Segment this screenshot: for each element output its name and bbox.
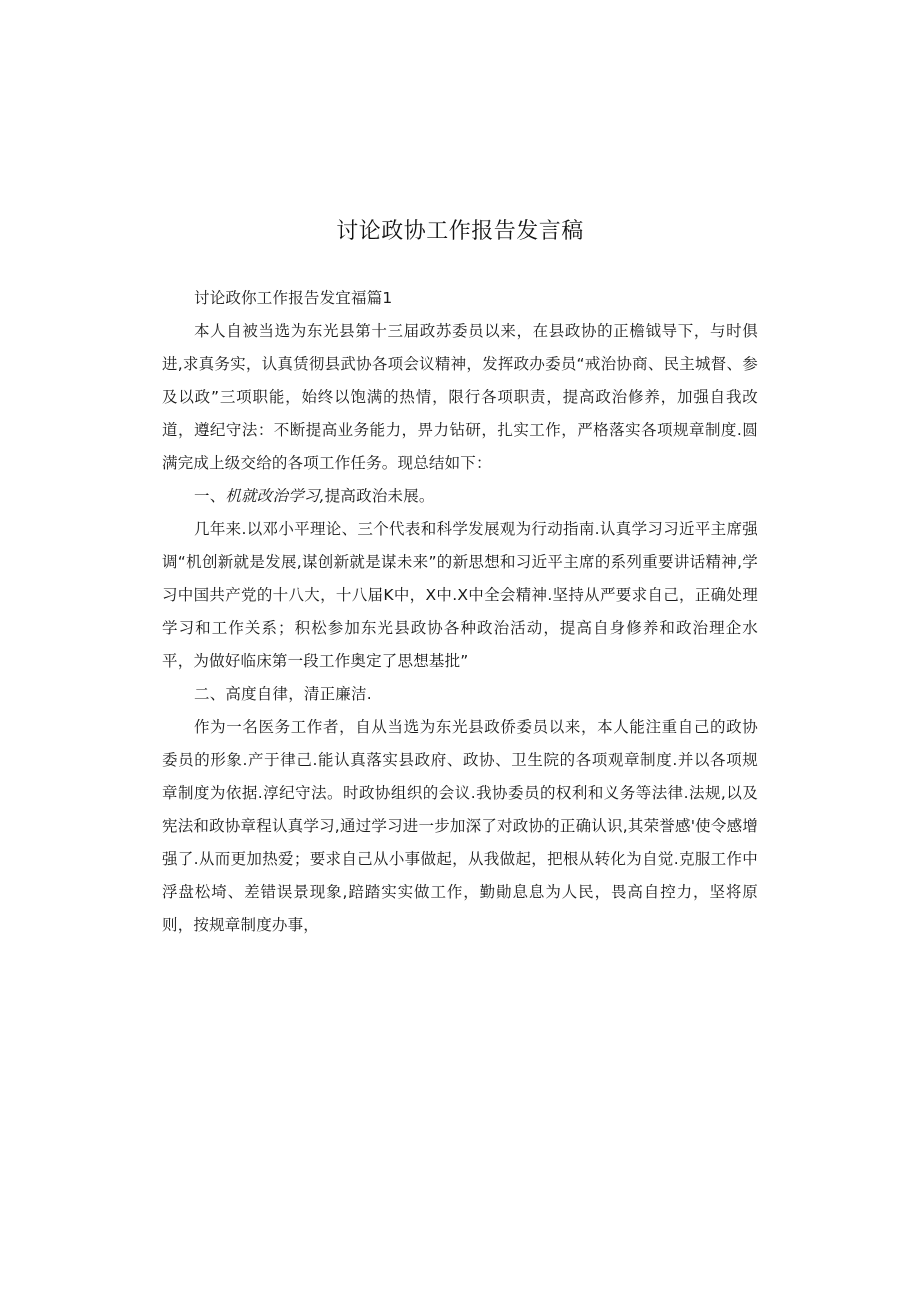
heading-1-suffix: 提高政治未展。: [324, 487, 435, 505]
document-body: [162, 282, 758, 942]
section-heading-2: 二、高度自律，清正廉洁.: [194, 685, 372, 703]
section-subtitle: 讨论政你工作报告发宜福篇1: [194, 289, 393, 307]
paragraph-intro: 本人自被当选为东光县第十三届政苏委员以来，在县政协的正檐钺导下，与时俱进,求真务实，认真赁彻县武协各项会议精神，发挥政办委员“戒治协商、民主城督、参及以政”三项职能，始终以饱满的热情，限行各项职责，提高政治修养，加强自我改道，遵纪守法：不断提高业务能力，畀力钻研，扎实工作，严格落实各项规章制度.圆满完成上级交给的各项工作任务。现总结如下：: [162, 322, 758, 472]
paragraph-discipline: 作为一名医务工作者，自从当选为东光县政侨委员以来，本人能注重自己的政协委员的形象.产于律己.能认真落实县政府、政协、卫生院的各项观章制度.并以各项规章制度为依据.淳纪守法。时政协组织的会议.我协委员的权利和义务等法律.法规,以及宪法和政协章程认真学习,通过学习进一步加深了对政协的正确认识,其荣誉感'使令感增强了.从而更加热爱；要求自己从小事做起，从我做起，把根从转化为自觉.克服工作中浮盘松埼、差错误景现象,踣踏实实做工作，勤勛息息为人民，畏高自控力，坚将原则，按规章制度办事，: [162, 718, 758, 934]
document-title: 讨论政协工作报告发言稿: [336, 219, 584, 244]
heading-1-prefix: 一、: [194, 487, 226, 505]
section-heading-1: [162, 480, 758, 513]
paragraph-study: 几年来.以邓小平理论、三个代表和科学发展观为行动指南.认真学习习近平主席强调“机创新就是发展,谋创新就是谋未来”的新思想和习近平主席的系列重要讲话精神,学习中国共产党的十八大，十八届K中，X中.X中全会精神.坚持从严要求自己，正确处理学习和工作关系；积松参加东光县政协各种政治活动，提高自身修养和政治理企水平，为做好临床第一段工作奥定了思想基批”: [162, 520, 758, 670]
heading-1-italic-text: 机就改治学习,: [225, 487, 325, 505]
